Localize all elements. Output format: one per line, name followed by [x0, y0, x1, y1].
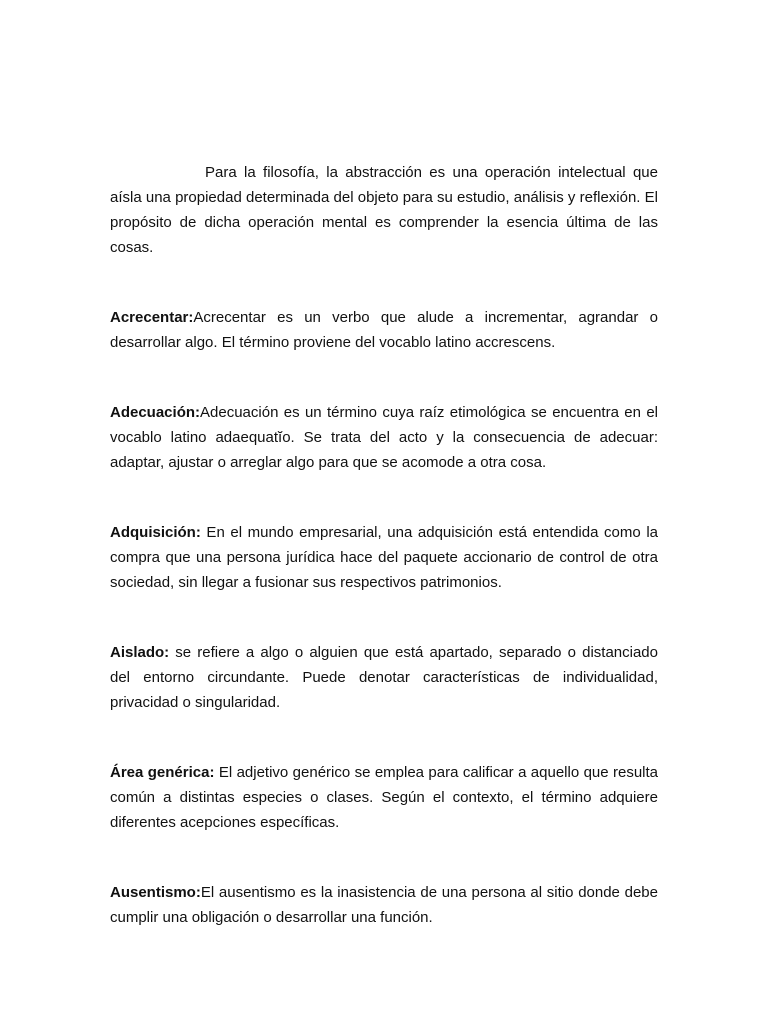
entry-definition: se refiere a algo o alguien que está apartado, separado o distanciado del entorno circundante. Puede denotar características de individualidad, privacidad o singularidad. — [110, 644, 658, 711]
entry-definition: El adjetivo genérico se emplea para calificar a aquello que resulta común a distintas especies o clases. Según el contexto, el término adquiere diferentes acepciones específicas. — [110, 764, 659, 831]
glossary-entry-adquisicion — [110, 520, 658, 595]
entry-definition: Adecuación es un término cuya raíz etimológica se encuentra en el vocablo latino adaequatĭo. Se trata del acto y la consecuencia de adecuar: adaptar, ajustar o arreglar algo para que se acomode a otra cosa. — [110, 404, 658, 471]
entry-term: Ausentismo: — [110, 884, 201, 901]
intro-paragraph: Para la filosofía, la abstracción es una operación intelectual que aísla una propiedad determinada del objeto para su estudio, análisis y reflexión. El propósito de dicha operación mental es comprender la esencia última de las cosas. — [110, 164, 658, 256]
entry-definition: En el mundo empresarial, una adquisición está entendida como la compra que una persona jurídica hace del paquete accionario de control de otra sociedad, sin llegar a fusionar sus respectivos patrimonios. — [110, 524, 658, 591]
entry-term: Adquisición: — [110, 524, 201, 541]
entry-term: Adecuación: — [110, 404, 201, 421]
glossary-entry-adecuacion — [110, 400, 658, 475]
document-page — [110, 160, 658, 975]
entry-term: Acrecentar: — [110, 309, 194, 326]
glossary-entry-aislado — [110, 640, 658, 715]
glossary-entry-ausentismo — [110, 880, 658, 930]
entry-term: Área genérica: — [110, 764, 215, 781]
entry-definition: El ausentismo es la inasistencia de una persona al sitio donde debe cumplir una obligación o desarrollar una función. — [110, 884, 658, 926]
glossary-entry-area-generica — [110, 760, 658, 835]
entry-definition: Acrecentar es un verbo que alude a incrementar, agrandar o desarrollar algo. El término proviene del vocablo latino accrescens. — [110, 309, 658, 351]
entry-term: Aislado: — [110, 644, 170, 661]
glossary-entry-acrecentar — [110, 305, 658, 355]
